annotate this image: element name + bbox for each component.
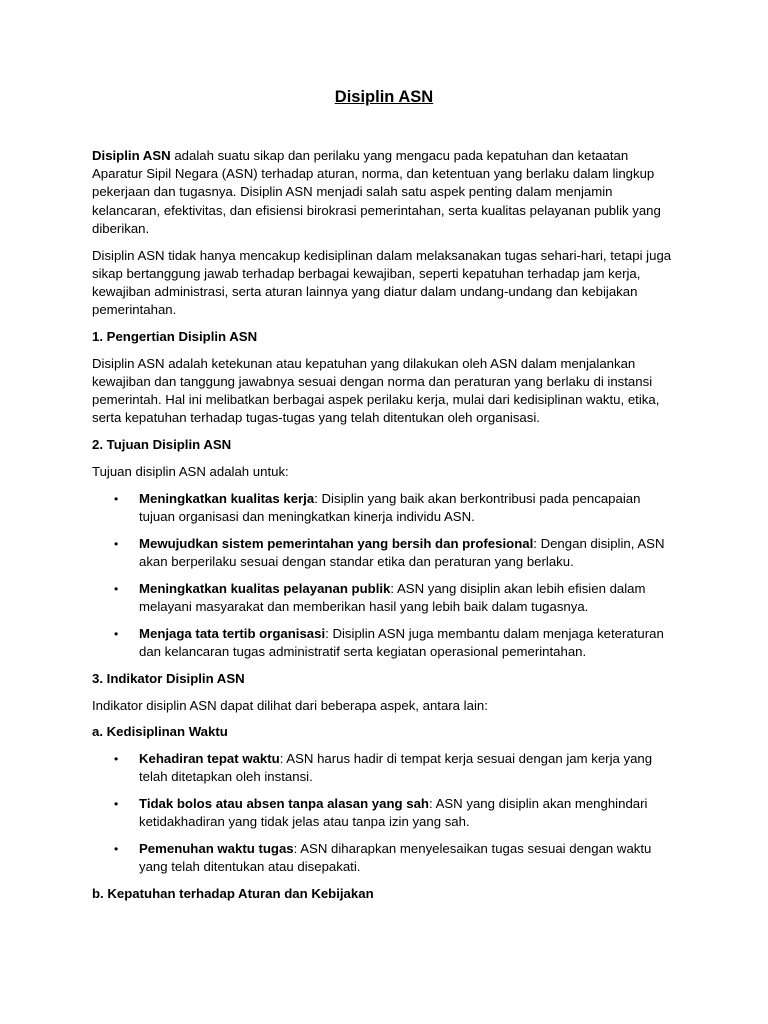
list-item-text: : ASN harus hadir di tempat kerja sesuai dengan jam kerja yang telah ditetapkan oleh instansi. (139, 751, 653, 785)
document-body (92, 147, 676, 912)
list-item (92, 795, 676, 831)
bullet-icon: • (114, 536, 119, 551)
intro-text: adalah suatu sikap dan perilaku yang mengacu pada kepatuhan dan ketaatan Aparatur Sipil Negara (ASN) terhadap aturan, norma, dan ketentuan yang berlaku dalam lingkup pekerjaan dan tugasnya. Disiplin ASN menjadi salah satu aspek penting dalam menjamin kelancaran, efektivitas, dan efisiensi birokrasi pemerintahan, serta kualitas pelayanan publik yang diberikan. (92, 148, 661, 236)
list-item (92, 580, 676, 616)
bullet-icon: • (114, 491, 119, 506)
section-2-heading: 2. Tujuan Disiplin ASN (92, 437, 232, 453)
section-2-list (92, 490, 676, 661)
section-3-heading: 3. Indikator Disiplin ASN (92, 670, 245, 686)
section-3-lead: Indikator disiplin ASN dapat dilihat dari beberapa aspek, antara lain: (92, 697, 488, 713)
bullet-icon: • (114, 842, 119, 857)
list-item (92, 535, 676, 571)
intro-paragraph (92, 147, 676, 238)
list-item-term: Tidak bolos atau absen tanpa alasan yang sah (139, 796, 429, 812)
list-item-term: Kehadiran tepat waktu (139, 751, 280, 767)
list-item-term: Mewujudkan sistem pemerintahan yang bersih dan profesional (139, 535, 534, 551)
list-item-text: : ASN yang disiplin akan lebih efisien dalam melayani masyarakat dan memberikan hasil yang lebih baik dalam tugasnya. (139, 580, 646, 615)
subsection-b-heading: b. Kepatuhan terhadap Aturan dan Kebijakan (92, 886, 374, 902)
bullet-icon: • (114, 797, 119, 812)
list-item-text: : Disiplin ASN juga membantu dalam menjaga keteraturan dan kelancaran tugas administratif serta kegiatan operasional pemerintahan. (139, 625, 664, 660)
list-item-term: Meningkatkan kualitas kerja (139, 490, 315, 506)
list-item-term: Menjaga tata tertib organisasi (139, 625, 326, 641)
page-title: Disiplin ASN (334, 88, 434, 106)
section-2-lead: Tujuan disiplin ASN adalah untuk: (92, 464, 289, 480)
list-item-text: : ASN diharapkan menyelesaikan tugas sesuai dengan waktu yang telah ditentukan atau disepakati. (139, 841, 652, 875)
bullet-icon: • (114, 581, 119, 596)
subsection-a-heading: a. Kedisiplinan Waktu (92, 724, 228, 740)
section-1-paragraph: Disiplin ASN adalah ketekunan atau kepatuhan yang dilakukan oleh ASN dalam menjalankan kewajiban dan tanggung jawabnya sesuai dengan norma dan peraturan yang berlaku di instansi pemerintah. Hal ini melibatkan berbagai aspek perilaku kerja, mulai dari kedisiplinan waktu, etika, serta kepatuhan terhadap tugas-tugas yang telah ditentukan oleh organisasi. (92, 355, 660, 426)
list-item (92, 625, 676, 661)
bullet-icon: • (114, 626, 119, 641)
section-1-heading: 1. Pengertian Disiplin ASN (92, 329, 258, 345)
list-item (92, 490, 676, 526)
list-item-text: : ASN yang disiplin akan menghindari ketidakhadiran yang tidak jelas atau tanpa izin yang sah. (139, 796, 648, 830)
list-item-text: : Disiplin yang baik akan berkontribusi pada pencapaian tujuan organisasi dan meningkatkan kinerja individu ASN. (139, 490, 641, 525)
intro-bold-term: Disiplin ASN (92, 148, 171, 163)
bullet-icon: • (114, 752, 119, 767)
list-item-term: Pemenuhan waktu tugas (139, 841, 294, 857)
list-item (92, 840, 676, 876)
subsection-a-list (92, 750, 676, 876)
intro-paragraph-2: Disiplin ASN tidak hanya mencakup kedisiplinan dalam melaksanakan tugas sehari-hari, tetapi juga sikap bertanggung jawab terhadap berbagai kewajiban, seperti kepatuhan terhadap jam kerja, kewajiban administrasi, serta aturan lainnya yang diatur dalam undang-undang dan kebijakan pemerintahan. (92, 247, 672, 318)
list-item (92, 750, 676, 786)
list-item-term: Meningkatkan kualitas pelayanan publik (139, 580, 391, 596)
list-item-text: : Dengan disiplin, ASN akan berperilaku sesuai dengan standar etika dan peraturan yang berlaku. (139, 535, 665, 570)
